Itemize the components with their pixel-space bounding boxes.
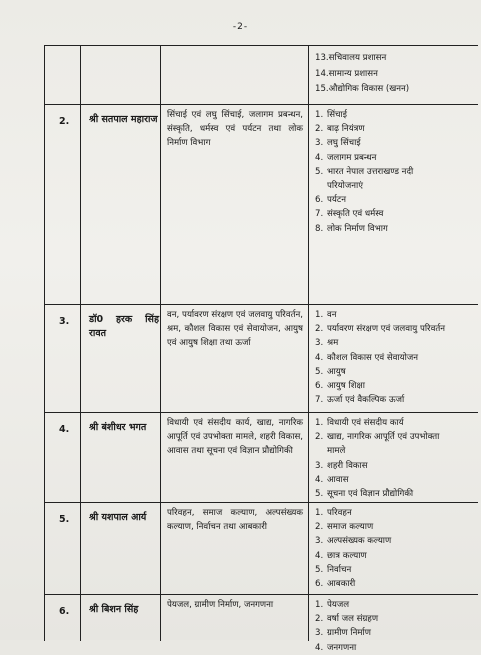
list-item: 15.औद्योगिक विकास (खनन): [315, 84, 410, 94]
list-item: [315, 577, 477, 591]
list-item: [315, 459, 477, 473]
item-text: अल्पसंख्यक कल्याण: [327, 536, 392, 547]
item-text: सूचना एवं विज्ञान प्रौद्योगिकी: [327, 489, 414, 500]
item-text: आयुष: [327, 366, 346, 377]
item-number: 8.: [315, 223, 324, 234]
item-number: 2.: [315, 324, 324, 335]
list-item: [315, 626, 477, 640]
list-item: [315, 222, 477, 236]
item-text: शहरी विकास: [327, 460, 368, 471]
list-item: [315, 534, 477, 548]
item-text: सिंचाई: [327, 110, 347, 120]
item-number: 2.: [315, 522, 324, 533]
item-number: 1.: [315, 600, 324, 610]
item-number: 7.: [315, 209, 324, 220]
item-number: 4.: [315, 474, 324, 485]
item-number: 4.: [315, 642, 324, 653]
item-number: 3.: [315, 138, 324, 149]
list-item: [315, 122, 477, 136]
item-number: 1.: [315, 508, 324, 518]
item-number: 4.: [315, 352, 324, 363]
list-item: [315, 336, 477, 350]
list-item: [315, 136, 477, 150]
item-text: लघु सिंचाई: [327, 138, 361, 149]
item-number: 2.: [315, 432, 324, 443]
item-number: 3.: [315, 338, 324, 349]
list-item: [315, 379, 477, 393]
item-text: ऊर्जा एवं वैकल्पिक ऊर्जा: [327, 395, 405, 406]
minister-name: श्री सतपाल महाराज: [89, 114, 158, 125]
item-text: वर्षा जल संग्रहण: [327, 614, 379, 625]
table-row: [45, 594, 478, 653]
department-list: [315, 108, 477, 236]
department-summary: वन, पर्यावरण संरक्षण एवं जलवायु परिवर्तन, श्रम, कौशल विकास एवं सेवायोजन, आयुष एवं आयुष शिक्षा तथा ऊर्जा: [167, 310, 303, 349]
item-text: आयुष शिक्षा: [327, 381, 365, 392]
table-row: [45, 104, 478, 305]
department-list: [315, 308, 477, 407]
item-text: जनगणना: [327, 642, 357, 653]
item-number: 5.: [315, 489, 324, 500]
item-number: 2.: [315, 124, 324, 135]
item-text: आवास: [327, 474, 349, 485]
list-item: [315, 506, 477, 520]
item-number: 3.: [315, 628, 324, 639]
minister-name: श्री बिशन सिंह: [89, 604, 139, 615]
item-text: भारत नेपाल उत्तराखण्ड नदी: [327, 166, 414, 177]
item-text: समाज कल्याण: [327, 522, 374, 533]
department-list: [315, 506, 477, 591]
item-text: पर्यटन: [327, 195, 346, 206]
list-item: [315, 444, 477, 458]
list-item: [315, 473, 477, 487]
minister-name: डॉ0 हरक सिंह रावत: [89, 314, 159, 339]
serial-number: 6.: [59, 606, 70, 617]
item-number: 1.: [315, 110, 324, 120]
list-item: 13.सचिवालय प्रशासन: [315, 53, 387, 63]
item-number: 3.: [315, 460, 324, 471]
item-text: श्रम: [327, 338, 339, 349]
item-number: 4.: [315, 550, 324, 561]
item-text: विधायी एवं संसदीय कार्य: [327, 418, 404, 428]
item-number: 5.: [315, 564, 324, 575]
serial-number: 4.: [59, 424, 70, 435]
list-item: [315, 365, 477, 379]
serial-number: 5.: [59, 514, 70, 525]
item-text: संस्कृति एवं धर्मस्व: [327, 209, 384, 220]
department-summary: परिवहन, समाज कल्याण, अल्पसंख्यक कल्याण, निर्वाचन तथा आबकारी: [167, 508, 303, 533]
list-item: [315, 151, 477, 165]
department-list: [315, 416, 477, 501]
item-text: बाढ़ नियंत्रण: [327, 124, 365, 135]
list-item: [315, 393, 477, 407]
list-item: [315, 108, 477, 122]
item-number: 6.: [315, 579, 324, 590]
list-item: [315, 207, 477, 221]
item-text: छात्र कल्याण: [327, 550, 367, 561]
item-number: 3.: [315, 536, 324, 547]
list-item: [315, 322, 477, 336]
minister-table: [44, 45, 478, 653]
item-number: 5.: [315, 166, 324, 177]
list-item: [315, 487, 477, 501]
department-summary: पेयजल, ग्रामीण निर्माण, जनगणना: [167, 600, 274, 610]
list-item: [315, 598, 477, 612]
serial-number: 2.: [59, 116, 70, 127]
table-row: [45, 412, 478, 503]
table-row: [45, 304, 478, 413]
serial-number: 3.: [59, 316, 70, 327]
department-list: [315, 598, 477, 655]
minister-name: श्री यशपाल आर्य: [89, 512, 147, 523]
item-text: खाद्य, नागरिक आपूर्ति एवं उपभोक्ता: [327, 432, 440, 443]
department-summary: विधायी एवं संसदीय कार्य, खाद्य, नागरिक आपूर्ति एवं उपभोक्ता मामले, शहरी विकास, आवास तथा सूचना एवं विज्ञान प्रौद्योगिकी: [167, 418, 303, 457]
item-text: ग्रामीण निर्माण: [327, 628, 371, 639]
item-number: 2.: [315, 614, 324, 625]
item-text: मामले: [327, 446, 346, 457]
list-item: [315, 430, 477, 444]
list-item: [315, 193, 477, 207]
table-row: [45, 502, 478, 595]
page-number: -2-: [232, 22, 249, 32]
item-text: कौशल विकास एवं सेवायोजन: [327, 352, 419, 363]
item-number: 1.: [315, 418, 324, 428]
item-text: परियोजनाएं: [327, 181, 363, 192]
list-item: [315, 416, 477, 430]
table-row-continuation: [45, 46, 478, 105]
department-summary: सिंचाई एवं लघु सिंचाई, जलागम प्रबन्धन, संस्कृति, धर्मस्व एवं पर्यटन तथा लोक निर्माण विभाग: [167, 110, 303, 149]
list-item: [315, 179, 477, 193]
item-text: आबकारी: [327, 579, 356, 590]
item-text: वन: [327, 310, 337, 320]
minister-name: श्री बंशीधर भगत: [89, 422, 147, 433]
item-number: 6.: [315, 195, 324, 206]
item-number: 5.: [315, 366, 324, 377]
list-item: [315, 165, 477, 179]
list-item: [315, 520, 477, 534]
item-text: पेयजल: [327, 600, 350, 610]
item-number: 7.: [315, 395, 324, 406]
list-item: [315, 549, 477, 563]
list-item: [315, 308, 477, 322]
item-number: 6.: [315, 381, 324, 392]
item-number: 4.: [315, 152, 324, 163]
list-item: 14.सामान्य प्रशासन: [315, 68, 378, 79]
item-text: पर्यावरण संरक्षण एवं जलवायु परिवर्तन: [327, 324, 446, 335]
item-text: लोक निर्माण विभाग: [327, 223, 388, 234]
list-item: [315, 351, 477, 365]
list-item: [315, 563, 477, 577]
item-text: जलागम प्रबन्धन: [327, 152, 377, 163]
item-text: परिवहन: [327, 508, 352, 518]
continuation-list: [315, 51, 477, 98]
list-item: [315, 612, 477, 626]
list-item: [315, 641, 477, 655]
item-text: निर्वाचन: [327, 564, 352, 575]
item-number: 1.: [315, 310, 324, 320]
